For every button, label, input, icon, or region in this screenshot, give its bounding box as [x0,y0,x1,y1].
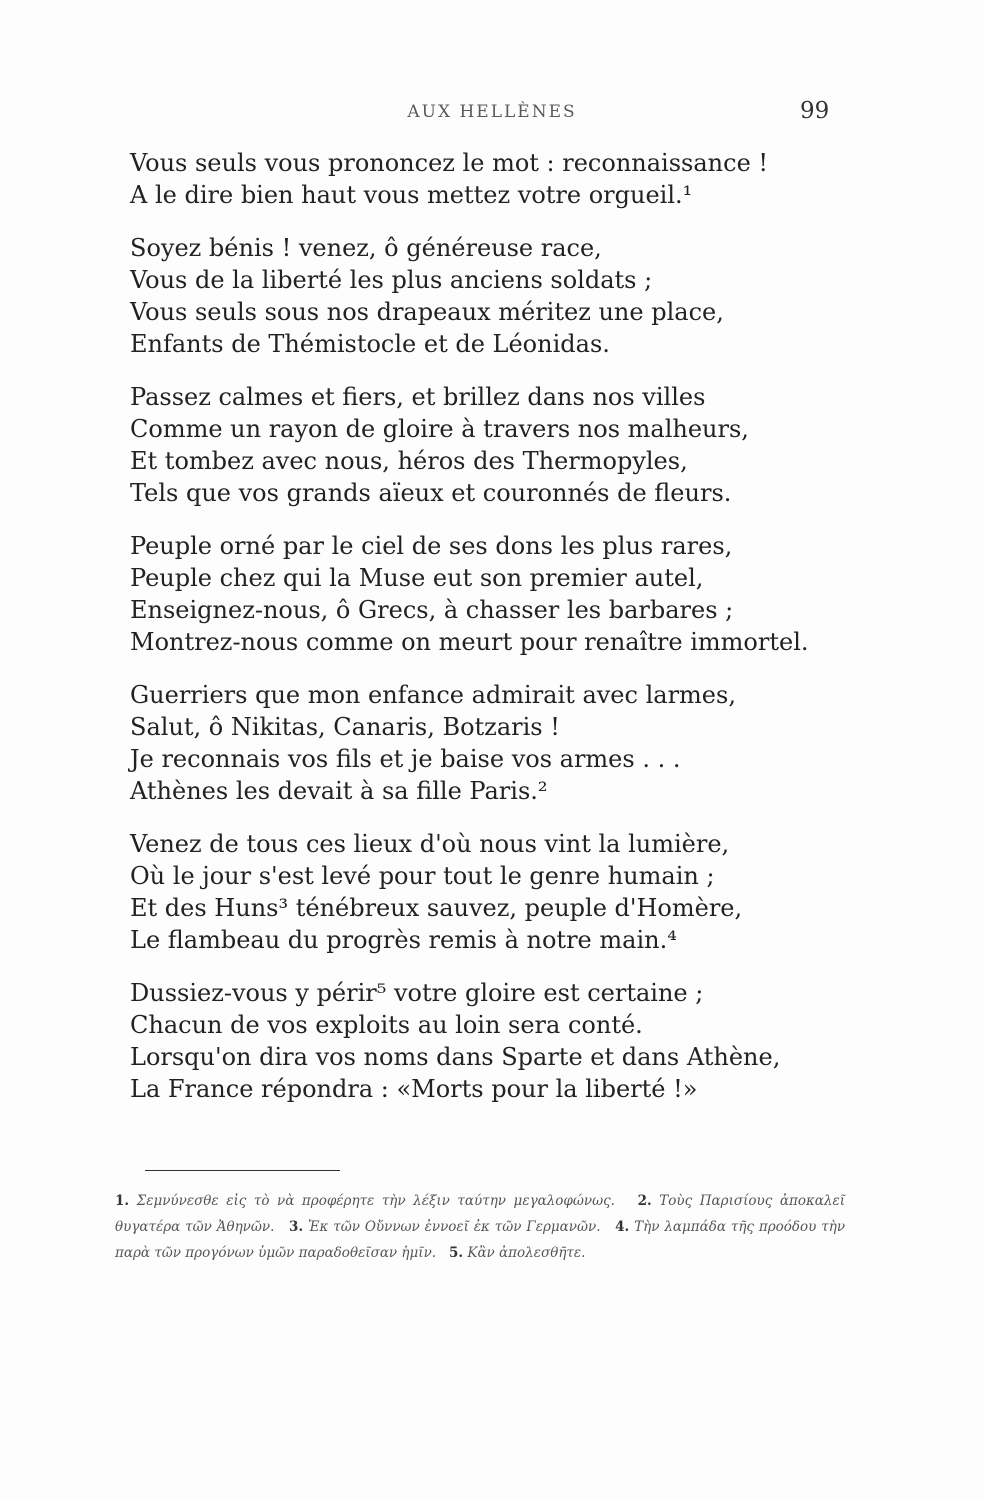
footnote-text: Κἂν ἀπολεσθῆτε. [467,1245,586,1261]
verse-line: Vous de la liberté les plus anciens soldats ; [130,266,653,294]
verse-line: Peuple orné par le ciel de ses dons les plus rares, [130,532,733,560]
verse-line: La France répondra : «Morts pour la liberté !» [130,1075,698,1103]
verse-line: Lorsqu'on dira vos noms dans Sparte et dans Athène, [130,1043,781,1071]
verse-line: Je reconnais vos fils et je baise vos armes . . . [130,745,681,773]
footnote-number: 3. [289,1219,304,1235]
verse-line: Passez calmes et fiers, et brillez dans nos villes [130,383,706,411]
footnote-separator [145,1170,340,1171]
verse-line: Comme un rayon de gloire à travers nos malheurs, [130,415,749,443]
footnote-number: 2. [637,1193,652,1209]
stanza-5 [130,679,850,807]
verse-line: Guerriers que mon enfance admirait avec larmes, [130,681,736,709]
footnote-number: 5. [448,1245,464,1261]
verse-line: Venez de tous ces lieux d'où nous vint la lumière, [130,830,730,858]
stanza-3 [130,381,850,509]
footnote [289,1219,600,1235]
verse-line: Athènes les devait à sa fille Paris.² [130,777,548,805]
verse-line: Salut, ô Nikitas, Canaris, Botzaris ! [130,713,560,741]
footnote-number: 1. [115,1193,130,1209]
verse-line: Chacun de vos exploits au loin sera conté. [130,1011,643,1039]
verse-line: Et tombez avec nous, héros des Thermopyles, [130,447,688,475]
verse-line: Et des Huns³ ténébreux sauvez, peuple d'Homère, [130,894,743,922]
verse-line: Soyez bénis ! venez, ô généreuse race, [130,234,602,262]
verse-line: Le flambeau du progrès remis à notre main.⁴ [130,926,677,954]
stanza-4 [130,530,850,658]
verse-line: Dussiez-vous y périr⁵ votre gloire est certaine ; [130,979,704,1007]
verse-line: Peuple chez qui la Muse eut son premier autel, [130,564,704,592]
stanza-2 [130,232,850,360]
footnote-text: Τὴν λαμπάδα τῆς προόδου τὴν παρὰ τῶν προγόνων ὑμῶν παραδοθεῖσαν ἡμῖν. [115,1219,846,1261]
footnote [449,1245,585,1261]
verse-line: Vous seuls vous prononcez le mot : reconnaissance ! [130,149,769,177]
footnote-number: 4. [615,1219,630,1235]
stanza-7 [130,977,850,1105]
verse-line: Où le jour s'est levé pour tout le genre humain ; [130,862,715,890]
stanza-6 [130,828,850,956]
verse-line: Enfants de Thémistocle et de Léonidas. [130,330,610,358]
poem [130,147,850,1126]
footnotes [115,1188,845,1266]
verse-line: Montrez-nous comme on meurt pour renaître immortel. [130,628,809,656]
running-title: AUX HELLÈNES [407,102,577,122]
stanza-1 [130,147,850,211]
footnote-text: Σεμνύνεσθε εἰς τὸ νὰ προφέρητε τὴν λέξιν ταύτην μεγαλοφώνως. [136,1193,615,1209]
verse-line: Tels que vos grands aïeux et couronnés de fleurs. [130,479,732,507]
verse-line: Enseignez-nous, ô Grecs, à chasser les barbares ; [130,596,734,624]
footnote [115,1193,615,1209]
footnote-text: Ἐκ τῶν Οὔννων ἐννοεῖ ἐκ τῶν Γερμανῶν. [308,1219,601,1235]
page-number: 99 [800,98,830,124]
verse-line: A le dire bien haut vous mettez votre orgueil.¹ [130,181,693,209]
verse-line: Vous seuls sous nos drapeaux méritez une place, [130,298,724,326]
footnote-text: Τοὺς Παρισίους ἀποκαλεῖ θυγατέρα τῶν Ἀθηνῶν. [115,1193,846,1235]
